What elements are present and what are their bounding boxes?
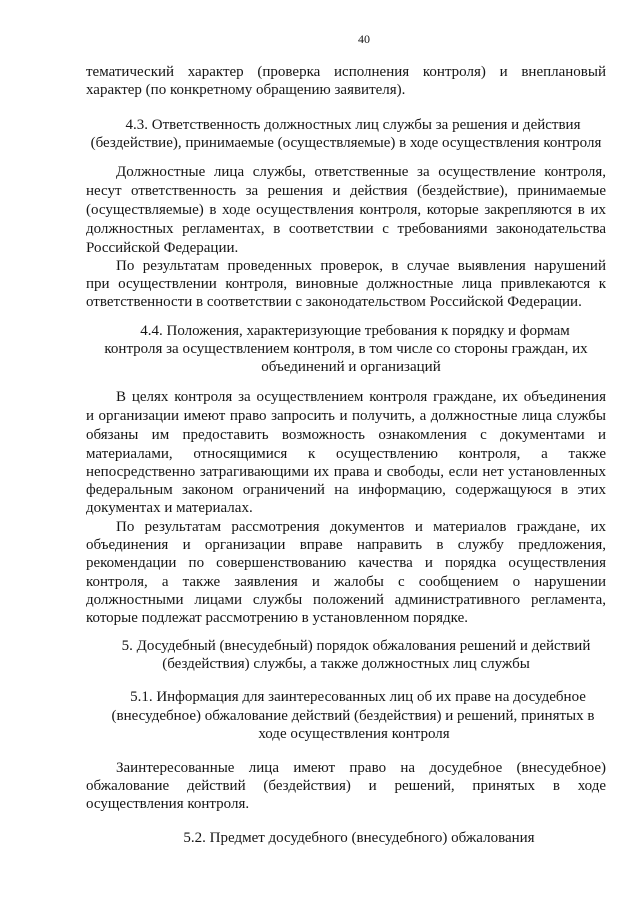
section-heading-4-4: контроля за осуществлением контроля, в том числе со стороны граждан, их: [104, 341, 588, 357]
paragraph-line: федеральным законом ограничений на информацию, содержащуюся в этих: [86, 482, 606, 498]
paragraph-line: материалами, относящимися к осуществлению контроля, а также: [86, 446, 606, 462]
paragraph-line: В целях контроля за осуществлением контроля граждане, их объединения: [116, 389, 606, 405]
section-heading-5: (бездействия) службы, а также должностных лиц службы: [162, 656, 530, 672]
paragraph-line: Российской Федерации.: [86, 240, 239, 256]
paragraph-line: должностными лицами службы положений административного регламента,: [86, 592, 606, 608]
section-heading-5-1: (внесудебное) обжалование действий (бездействия) и решений, принятых в: [111, 708, 595, 724]
paragraph-line: объединения и организации вправе направить в службу предложения,: [86, 537, 606, 553]
paragraph-line: ответственности в соответствии с законодательством Российской Федерации.: [86, 294, 582, 310]
paragraph-line: при осуществлении контроля, виновные должностные лица привлекаются к: [86, 276, 606, 292]
page-number: 40: [358, 32, 370, 46]
paragraph-line: осуществления контроля.: [86, 796, 250, 812]
section-heading-4-4: 4.4. Положения, характеризующие требования к порядку и формам: [140, 323, 570, 339]
section-heading-4-3: 4.3. Ответственность должностных лиц службы за решения и действия: [125, 117, 581, 133]
paragraph-line: обжалование действий (бездействия) и решений, принятых в ходе: [86, 778, 606, 794]
paragraph-line: Должностные лица службы, ответственные за осуществление контроля,: [116, 164, 606, 180]
section-heading-5: 5. Досудебный (внесудебный) порядок обжалования решений и действий: [121, 638, 591, 654]
paragraph-line: По результатам проведенных проверок, в случае выявления нарушений: [116, 258, 606, 274]
paragraph-line: должностных регламентах, в соответствии с требованиями законодательства: [86, 221, 606, 237]
paragraph-line: обязаны им предоставить возможность ознакомления с документами и: [86, 427, 606, 443]
paragraph-line: несут ответственность за решения и действия (бездействие), принимаемые: [86, 183, 606, 199]
section-heading-4-3: (бездействие), принимаемые (осуществляемые) в ходе осуществления контроля: [90, 135, 602, 151]
paragraph-line: контроля, а также заявления и жалобы с сообщением о нарушении: [86, 574, 606, 590]
section-heading-5-2: 5.2. Предмет досудебного (внесудебного) обжалования: [183, 830, 535, 846]
paragraph-line: непосредственно затрагивающими их права и свободы, если нет установленных: [86, 464, 606, 480]
paragraph-line: и организации имеют право запросить и получить, а должностные лица службы: [86, 408, 606, 424]
paragraph-line: тематический характер (проверка исполнения контроля) и внеплановый: [86, 64, 606, 80]
paragraph-line: характер (по конкретному обращению заявителя).: [86, 82, 406, 98]
section-heading-5-1: ходе осуществления контроля: [258, 726, 450, 742]
paragraph-line: которые подлежат рассмотрению в установленном порядке.: [86, 610, 468, 626]
section-heading-5-1: 5.1. Информация для заинтересованных лиц об их праве на досудебное: [130, 689, 586, 705]
section-heading-4-4: объединений и организаций: [261, 359, 441, 375]
paragraph-line: Заинтересованные лица имеют право на досудебное (внесудебное): [116, 760, 606, 776]
paragraph-line: По результатам рассмотрения документов и материалов граждане, их: [116, 519, 606, 535]
paragraph-line: документах и материалах.: [86, 500, 253, 516]
paragraph-line: (осуществляемые) в ходе осуществления контроля, которые закрепляются в их: [86, 202, 606, 218]
paragraph-line: рекомендации по совершенствованию качества и порядка осуществления: [86, 555, 606, 571]
